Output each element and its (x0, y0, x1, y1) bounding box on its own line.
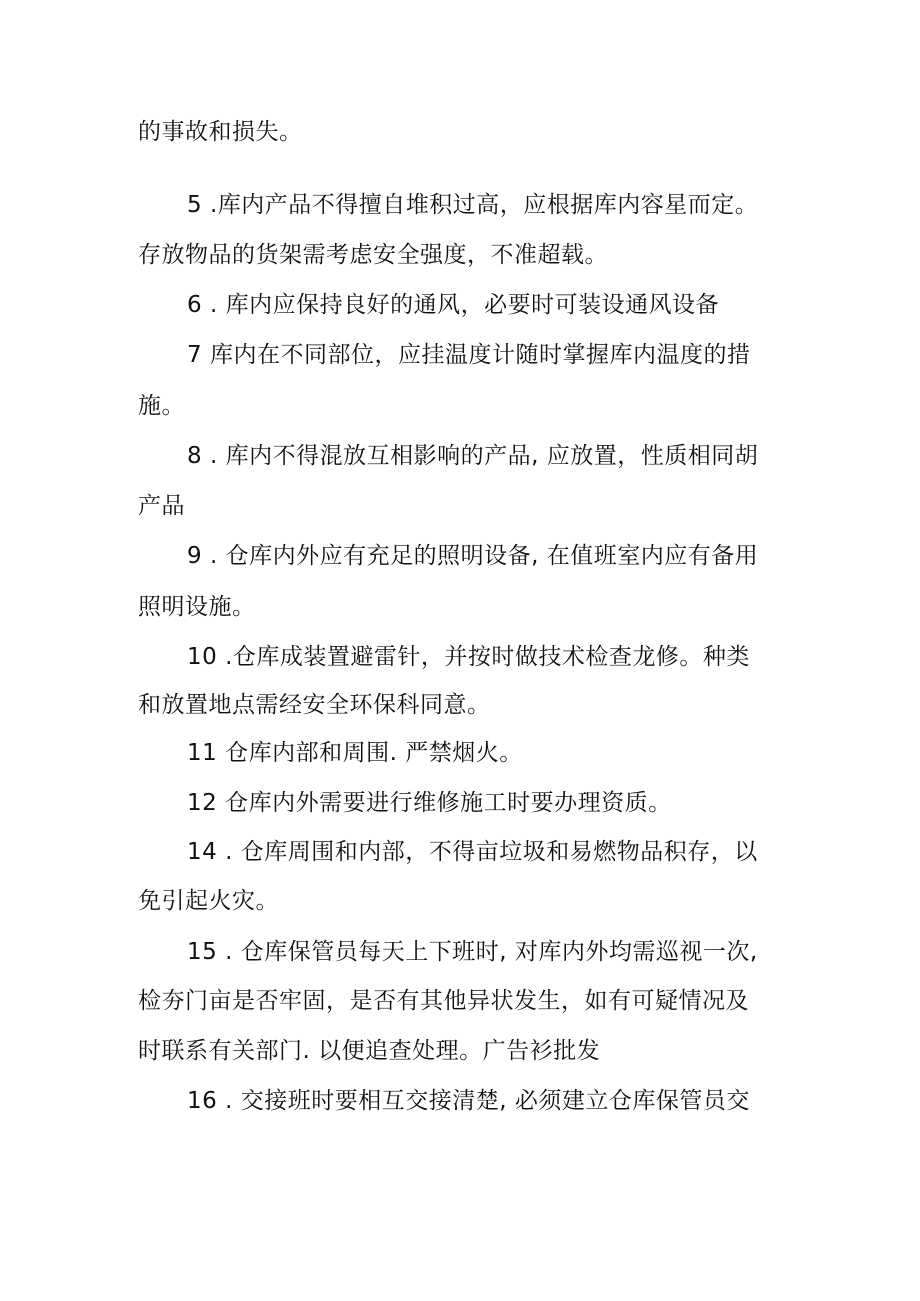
item-5-line-1: 5 .库内产品不得擅自堆积过高，应根据库内容星而定。 (187, 192, 759, 218)
text-line: 的事故和损失。 (138, 119, 303, 145)
item-9-line-2: 照明设施。 (138, 594, 256, 620)
item-12-line: 12 仓库内外需要进行维修施工时要办理资质。 (187, 790, 672, 816)
item-15-line-3: 时联系有关部门. 以便追查处理。广告衫批发 (138, 1038, 601, 1064)
item-16-line-1: 16 . 交接班时要相互交接清楚, 必须建立仓库保管员交 (187, 1088, 750, 1114)
item-8-line-2: 产品 (138, 493, 185, 519)
item-9-line-1: 9 . 仓库内外应有充足的照明设备, 在值班室内应有备用 (187, 543, 759, 569)
item-8-line-1: 8 . 库内不得混放互相影响的产品, 应放置，性质相同胡 (187, 443, 759, 469)
item-11-line: 11 仓库内部和周围. 严禁烟火。 (187, 740, 523, 766)
item-15-line-2: 检夯门亩是否牢固，是否有其他异状发生，如有可疑情况及 (138, 988, 749, 1014)
item-7-line-1: 7 库内在不同部位，应挂温度计随时掌握库内温度的措 (187, 342, 751, 368)
item-7-line-2: 施。 (138, 393, 185, 419)
item-14-line-2: 免引起火灾。 (138, 888, 279, 914)
item-10-line-2: 和放置地点需经安全环保科同意。 (138, 692, 491, 718)
item-5-line-2: 存放物品的货架需考虑安全强度，不准超载。 (138, 242, 608, 268)
item-15-line-1: 15 . 仓库保管员每天上下班时, 对库内外均需巡视一次, (187, 939, 758, 965)
item-6-line: 6 . 库内应保持良好的通风，必要时可装设通风设备 (187, 292, 720, 318)
item-14-line-1: 14 . 仓库周围和内部，不得亩垃圾和易燃物品积存，以 (187, 839, 758, 865)
item-10-line-1: 10 .仓库成装置避雷针，并按时做技术检查龙修。种类 (187, 644, 750, 670)
